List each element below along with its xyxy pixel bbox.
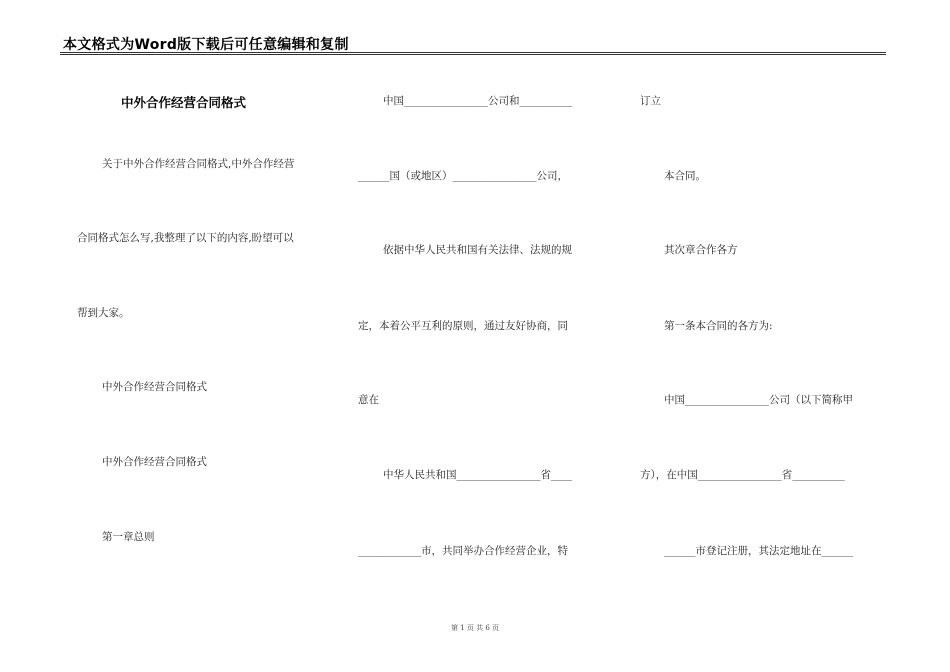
paragraph-line: 意在: [358, 394, 379, 406]
page-number: 第 1 页 共 6 页: [450, 624, 500, 632]
paragraph-line: 第一条本合同的各方为:: [664, 320, 773, 332]
paragraph-line: 定，本着公平互利的原则，通过友好协商，同: [358, 320, 568, 332]
paragraph-line: ______国（或地区）________________公司，: [358, 170, 568, 182]
paragraph-line: 中国________________公司（以下简称甲: [664, 394, 853, 406]
paragraph-line: 帮到大家。: [77, 307, 130, 319]
paragraph-line: 中华人民共和国________________省____: [383, 469, 572, 481]
header-rule: [60, 52, 886, 53]
paragraph-line: 关于中外合作经营合同格式,中外合作经营: [102, 158, 295, 170]
paragraph-line: 订立: [640, 95, 661, 107]
paragraph-line: ______市登记注册，其法定地址在______: [664, 545, 853, 557]
section-heading: 中外合作经营合同格式: [102, 456, 207, 468]
paragraph-line: 方），在中国________________省__________: [640, 469, 845, 481]
chapter-heading: 其次章合作各方: [664, 244, 738, 256]
paragraph-line: ____________市，共同举办合作经营企业，特: [358, 545, 568, 557]
paragraph-line: 合同格式怎么写,我整理了以下的内容,盼望可以: [77, 232, 294, 244]
section-heading: 中外合作经营合同格式: [102, 381, 207, 393]
document-header: 本文格式为Word版下载后可任意编辑和复制: [63, 37, 349, 53]
paragraph-line: 中国________________公司和__________: [383, 95, 572, 107]
paragraph-line: 本合同。: [664, 170, 706, 182]
paragraph-line: 依据中华人民共和国有关法律、法规的规: [383, 244, 572, 256]
header-rule-double: [60, 54, 886, 55]
article-title: 中外合作经营合同格式: [121, 95, 247, 110]
chapter-heading: 第一章总则: [102, 531, 155, 543]
